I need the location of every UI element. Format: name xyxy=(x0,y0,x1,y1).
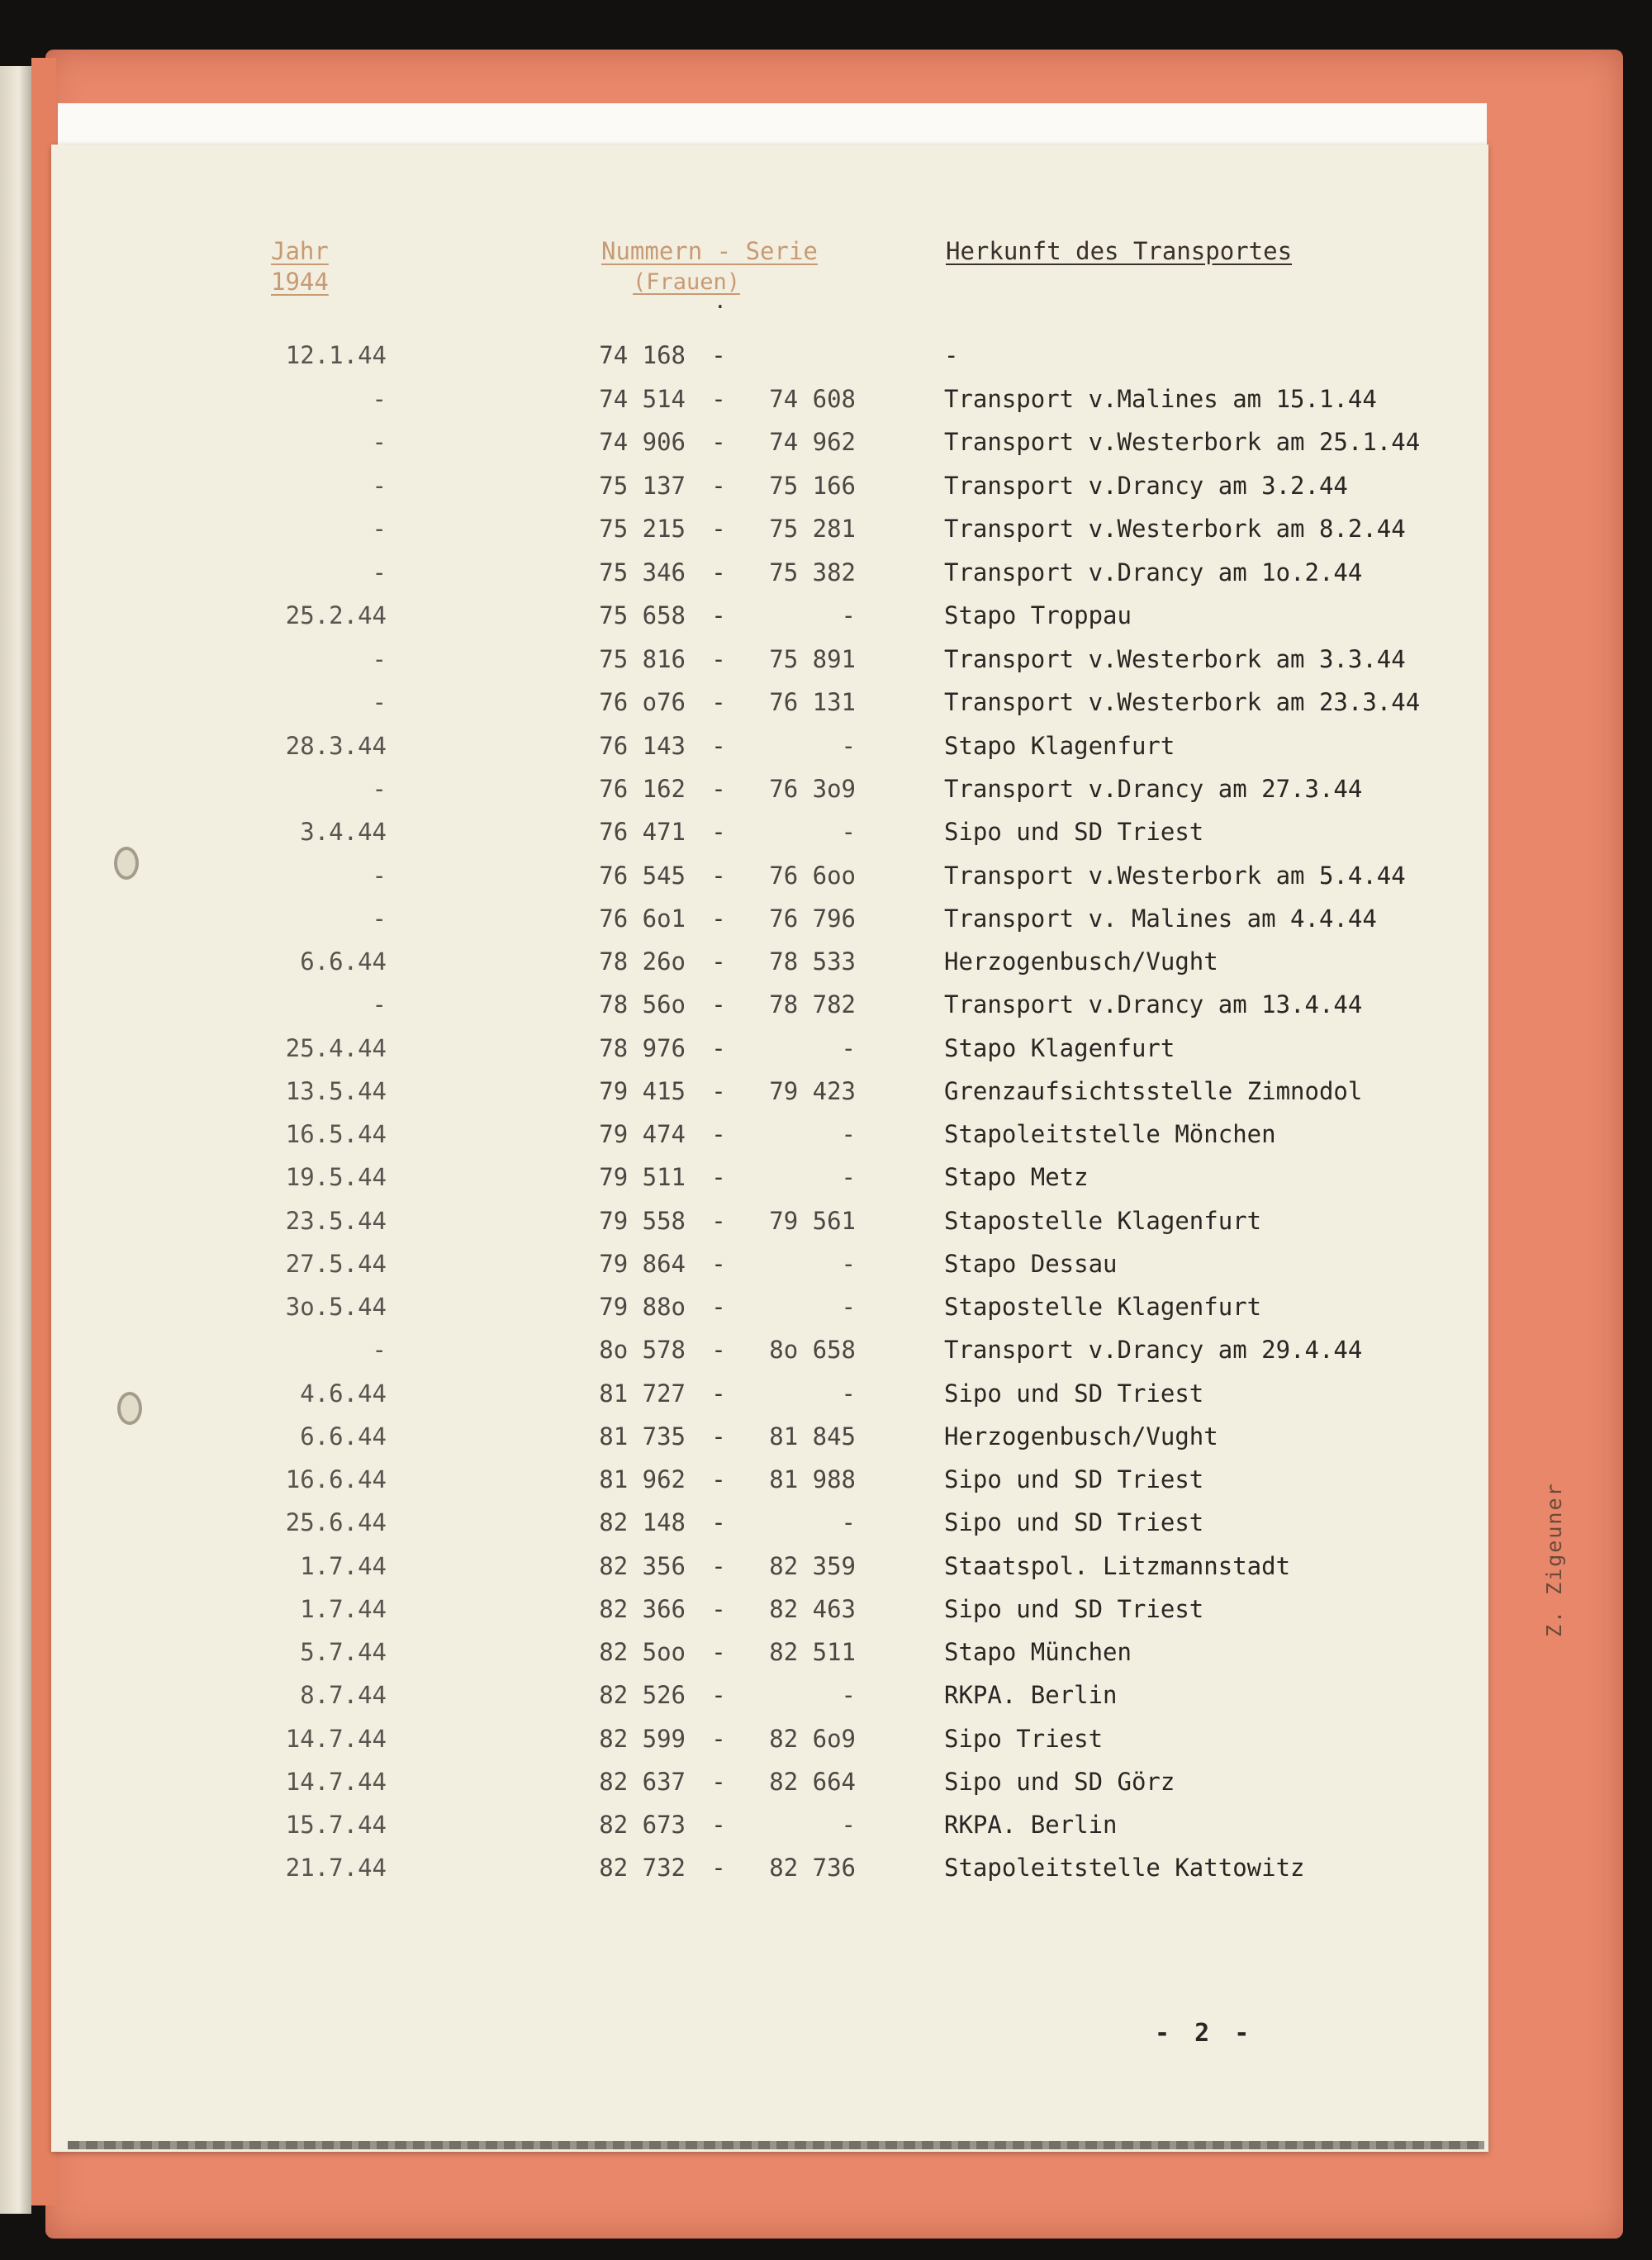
row-origin: Sipo und SD Triest xyxy=(944,1595,1204,1623)
row-date: - xyxy=(372,558,387,586)
table-row xyxy=(0,859,1487,892)
row-number-from: 74 514 xyxy=(599,385,686,413)
row-date: 1.7.44 xyxy=(300,1595,387,1623)
row-number-from: 8o 578 xyxy=(599,1336,686,1364)
row-number-from: 82 637 xyxy=(599,1768,686,1796)
row-number-to: 82 6o9 xyxy=(769,1725,856,1753)
table-row xyxy=(0,1204,1487,1237)
table-row xyxy=(0,1765,1487,1798)
row-number-from: 76 143 xyxy=(599,732,686,760)
row-separator: - xyxy=(711,818,726,846)
page-bottom-edge xyxy=(68,2141,1484,2149)
row-date: 19.5.44 xyxy=(285,1163,387,1191)
row-date: - xyxy=(372,1336,387,1364)
row-number-to: - xyxy=(841,1293,856,1321)
row-separator: - xyxy=(711,732,726,760)
row-number-from: 79 474 xyxy=(599,1120,686,1148)
row-date: 6.6.44 xyxy=(300,1422,387,1450)
row-separator: - xyxy=(711,1508,726,1536)
row-origin: Sipo und SD Triest xyxy=(944,1465,1204,1493)
row-date: 25.2.44 xyxy=(285,601,387,629)
row-number-from: 79 864 xyxy=(599,1250,686,1278)
row-origin: Sipo und SD Triest xyxy=(944,818,1204,846)
row-number-to: 79 561 xyxy=(769,1207,856,1235)
row-origin: Stapostelle Klagenfurt xyxy=(944,1293,1262,1321)
row-separator: - xyxy=(711,1293,726,1321)
row-date: 16.6.44 xyxy=(285,1465,387,1493)
row-number-from: 76 545 xyxy=(599,862,686,890)
row-number-from: 78 26o xyxy=(599,947,686,976)
stray-mark: . xyxy=(714,289,727,314)
row-date: 25.6.44 xyxy=(285,1508,387,1536)
row-number-to: 82 664 xyxy=(769,1768,856,1796)
row-origin: Transport v.Drancy am 27.3.44 xyxy=(944,775,1363,803)
row-separator: - xyxy=(711,385,726,413)
row-number-from: 82 148 xyxy=(599,1508,686,1536)
row-separator: - xyxy=(711,775,726,803)
table-row xyxy=(0,1678,1487,1712)
row-origin: Transport v.Westerbork am 5.4.44 xyxy=(944,862,1406,890)
row-number-from: 76 162 xyxy=(599,775,686,803)
row-date: 5.7.44 xyxy=(300,1638,387,1666)
table-row xyxy=(0,599,1487,632)
row-date: 6.6.44 xyxy=(300,947,387,976)
row-number-to: 76 6oo xyxy=(769,862,856,890)
row-date: - xyxy=(372,645,387,673)
row-date: 25.4.44 xyxy=(285,1034,387,1062)
row-origin: Transport v.Westerbork am 8.2.44 xyxy=(944,515,1406,543)
row-number-to: 8o 658 xyxy=(769,1336,856,1364)
row-number-to: 82 736 xyxy=(769,1854,856,1882)
row-origin: Stapostelle Klagenfurt xyxy=(944,1207,1262,1235)
row-separator: - xyxy=(711,1250,726,1278)
table-row xyxy=(0,1333,1487,1366)
row-date: 28.3.44 xyxy=(285,732,387,760)
row-separator: - xyxy=(711,862,726,890)
row-number-to: 78 782 xyxy=(769,990,856,1018)
row-number-to: 82 359 xyxy=(769,1552,856,1580)
row-date: 21.7.44 xyxy=(285,1854,387,1882)
row-separator: - xyxy=(711,1034,726,1062)
row-origin: Sipo Triest xyxy=(944,1725,1104,1753)
header-year: Jahr xyxy=(271,237,329,265)
row-date: 14.7.44 xyxy=(285,1725,387,1753)
row-separator: - xyxy=(711,688,726,716)
row-number-from: 81 735 xyxy=(599,1422,686,1450)
row-separator: - xyxy=(711,904,726,933)
row-separator: - xyxy=(711,341,726,369)
row-number-to: - xyxy=(841,1120,856,1148)
table-row xyxy=(0,1161,1487,1194)
table-row xyxy=(0,339,1487,372)
row-separator: - xyxy=(711,645,726,673)
row-number-from: 82 673 xyxy=(599,1811,686,1839)
row-origin: Stapo München xyxy=(944,1638,1132,1666)
row-origin: Stapoleitstelle Mönchen xyxy=(944,1120,1276,1148)
table-row xyxy=(0,772,1487,805)
row-separator: - xyxy=(711,1336,726,1364)
row-separator: - xyxy=(711,947,726,976)
row-origin: Transport v.Drancy am 1o.2.44 xyxy=(944,558,1363,586)
row-origin: Sipo und SD Triest xyxy=(944,1379,1204,1408)
row-date: - xyxy=(372,990,387,1018)
row-number-to: 79 423 xyxy=(769,1077,856,1105)
row-origin: Transport v.Drancy am 3.2.44 xyxy=(944,472,1348,500)
row-origin: Stapo Metz xyxy=(944,1163,1089,1191)
table-row xyxy=(0,729,1487,762)
row-date: - xyxy=(372,428,387,456)
table-row xyxy=(0,1463,1487,1496)
row-number-to: 74 608 xyxy=(769,385,856,413)
row-separator: - xyxy=(711,1422,726,1450)
row-number-from: 82 599 xyxy=(599,1725,686,1753)
table-row xyxy=(0,686,1487,719)
row-number-to: 78 533 xyxy=(769,947,856,976)
table-row xyxy=(0,425,1487,458)
row-origin: - xyxy=(944,341,959,369)
side-note: Z. Zigeuner xyxy=(1542,1482,1566,1637)
row-number-to: 75 166 xyxy=(769,472,856,500)
table-row xyxy=(0,1851,1487,1884)
table-row xyxy=(0,988,1487,1021)
row-number-from: 75 658 xyxy=(599,601,686,629)
row-origin: Sipo und SD Triest xyxy=(944,1508,1204,1536)
row-date: 8.7.44 xyxy=(300,1681,387,1709)
table-row xyxy=(0,1032,1487,1065)
row-number-from: 75 137 xyxy=(599,472,686,500)
row-number-from: 75 816 xyxy=(599,645,686,673)
row-number-to: 75 382 xyxy=(769,558,856,586)
row-origin: Staatspol. Litzmannstadt xyxy=(944,1552,1291,1580)
row-number-to: - xyxy=(841,1034,856,1062)
row-number-from: 78 976 xyxy=(599,1034,686,1062)
row-separator: - xyxy=(711,1595,726,1623)
row-date: 14.7.44 xyxy=(285,1768,387,1796)
row-date: 27.5.44 xyxy=(285,1250,387,1278)
row-number-to: 82 463 xyxy=(769,1595,856,1623)
row-number-from: 76 o76 xyxy=(599,688,686,716)
row-separator: - xyxy=(711,1768,726,1796)
table-row xyxy=(0,1290,1487,1323)
table-row xyxy=(0,1506,1487,1539)
row-number-to: 81 988 xyxy=(769,1465,856,1493)
table-row xyxy=(0,1420,1487,1453)
row-number-to: 75 281 xyxy=(769,515,856,543)
row-origin: Stapo Dessau xyxy=(944,1250,1118,1278)
row-separator: - xyxy=(711,515,726,543)
table-row xyxy=(0,1377,1487,1410)
row-number-from: 74 906 xyxy=(599,428,686,456)
row-number-from: 81 727 xyxy=(599,1379,686,1408)
row-separator: - xyxy=(711,601,726,629)
header-women: (Frauen) xyxy=(633,269,741,295)
row-number-to: 75 891 xyxy=(769,645,856,673)
table-row xyxy=(0,1593,1487,1626)
row-origin: Stapo Troppau xyxy=(944,601,1132,629)
row-number-to: - xyxy=(841,601,856,629)
row-number-from: 75 215 xyxy=(599,515,686,543)
row-date: - xyxy=(372,472,387,500)
row-number-to: - xyxy=(841,732,856,760)
table-row xyxy=(0,469,1487,502)
row-origin: Transport v.Drancy am 29.4.44 xyxy=(944,1336,1363,1364)
row-number-to: 82 511 xyxy=(769,1638,856,1666)
row-date: - xyxy=(372,688,387,716)
row-separator: - xyxy=(711,1379,726,1408)
row-date: 3.4.44 xyxy=(300,818,387,846)
row-date: 15.7.44 xyxy=(285,1811,387,1839)
row-date: 23.5.44 xyxy=(285,1207,387,1235)
row-date: - xyxy=(372,515,387,543)
table-row xyxy=(0,1808,1487,1841)
row-number-from: 82 732 xyxy=(599,1854,686,1882)
header-origin: Herkunft des Transportes xyxy=(946,237,1293,265)
row-number-from: 79 558 xyxy=(599,1207,686,1235)
row-number-to: - xyxy=(841,1379,856,1408)
row-origin: RKPA. Berlin xyxy=(944,1811,1118,1839)
row-separator: - xyxy=(711,1465,726,1493)
row-number-to: - xyxy=(841,1163,856,1191)
table-row xyxy=(0,1722,1487,1755)
table-row xyxy=(0,902,1487,935)
row-separator: - xyxy=(711,472,726,500)
row-separator: - xyxy=(711,1552,726,1580)
row-number-from: 74 168 xyxy=(599,341,686,369)
row-date: 16.5.44 xyxy=(285,1120,387,1148)
row-number-to: - xyxy=(841,1250,856,1278)
row-origin: Stapo Klagenfurt xyxy=(944,1034,1175,1062)
row-date: - xyxy=(372,862,387,890)
row-separator: - xyxy=(711,1681,726,1709)
row-number-from: 81 962 xyxy=(599,1465,686,1493)
row-number-to: - xyxy=(841,1508,856,1536)
row-separator: - xyxy=(711,1811,726,1839)
row-origin: Transport v.Malines am 15.1.44 xyxy=(944,385,1377,413)
row-origin: Transport v.Westerbork am 23.3.44 xyxy=(944,688,1421,716)
row-separator: - xyxy=(711,1077,726,1105)
row-number-from: 82 356 xyxy=(599,1552,686,1580)
row-number-to: 76 796 xyxy=(769,904,856,933)
row-origin: Herzogenbusch/Vught xyxy=(944,947,1218,976)
row-date: 12.1.44 xyxy=(285,341,387,369)
header-number-series: Nummern - Serie xyxy=(601,237,818,265)
table-row xyxy=(0,1075,1487,1108)
row-origin: Transport v.Westerbork am 25.1.44 xyxy=(944,428,1421,456)
row-origin: Transport v.Drancy am 13.4.44 xyxy=(944,990,1363,1018)
row-origin: Transport v.Westerbork am 3.3.44 xyxy=(944,645,1406,673)
table-row xyxy=(0,1636,1487,1669)
row-separator: - xyxy=(711,990,726,1018)
row-number-from: 79 511 xyxy=(599,1163,686,1191)
row-separator: - xyxy=(711,558,726,586)
row-separator: - xyxy=(711,1638,726,1666)
row-origin: RKPA. Berlin xyxy=(944,1681,1118,1709)
table-row xyxy=(0,556,1487,589)
table-row xyxy=(0,945,1487,978)
row-number-from: 82 5oo xyxy=(599,1638,686,1666)
row-number-to: 74 962 xyxy=(769,428,856,456)
row-separator: - xyxy=(711,428,726,456)
table-row xyxy=(0,815,1487,848)
header-year-value: 1944 xyxy=(271,268,329,296)
row-number-from: 78 56o xyxy=(599,990,686,1018)
row-number-to: - xyxy=(841,1811,856,1839)
row-number-from: 82 526 xyxy=(599,1681,686,1709)
row-date: - xyxy=(372,904,387,933)
row-date: - xyxy=(372,775,387,803)
row-number-from: 79 88o xyxy=(599,1293,686,1321)
row-date: 4.6.44 xyxy=(300,1379,387,1408)
row-date: 1.7.44 xyxy=(300,1552,387,1580)
row-separator: - xyxy=(711,1207,726,1235)
table-row xyxy=(0,512,1487,545)
row-number-from: 76 471 xyxy=(599,818,686,846)
row-number-to: 76 3o9 xyxy=(769,775,856,803)
table-row xyxy=(0,1118,1487,1151)
row-number-to: - xyxy=(841,818,856,846)
row-number-to: - xyxy=(841,1681,856,1709)
row-separator: - xyxy=(711,1163,726,1191)
row-number-from: 79 415 xyxy=(599,1077,686,1105)
row-separator: - xyxy=(711,1120,726,1148)
row-number-to: 76 131 xyxy=(769,688,856,716)
row-number-to: 81 845 xyxy=(769,1422,856,1450)
row-origin: Herzogenbusch/Vught xyxy=(944,1422,1218,1450)
row-origin: Stapoleitstelle Kattowitz xyxy=(944,1854,1305,1882)
row-origin: Grenzaufsichtsstelle Zimnodol xyxy=(944,1077,1363,1105)
row-date: - xyxy=(372,385,387,413)
row-number-from: 76 6o1 xyxy=(599,904,686,933)
page-number: - 2 - xyxy=(1155,2019,1255,2048)
row-origin: Transport v. Malines am 4.4.44 xyxy=(944,904,1377,933)
row-number-from: 82 366 xyxy=(599,1595,686,1623)
table-row xyxy=(0,1550,1487,1583)
row-origin: Sipo und SD Görz xyxy=(944,1768,1175,1796)
row-separator: - xyxy=(711,1725,726,1753)
table-row xyxy=(0,643,1487,676)
row-number-from: 75 346 xyxy=(599,558,686,586)
row-origin: Stapo Klagenfurt xyxy=(944,732,1175,760)
row-date: 13.5.44 xyxy=(285,1077,387,1105)
table-row xyxy=(0,382,1487,415)
table-row xyxy=(0,1247,1487,1280)
row-separator: - xyxy=(711,1854,726,1882)
row-date: 3o.5.44 xyxy=(285,1293,387,1321)
